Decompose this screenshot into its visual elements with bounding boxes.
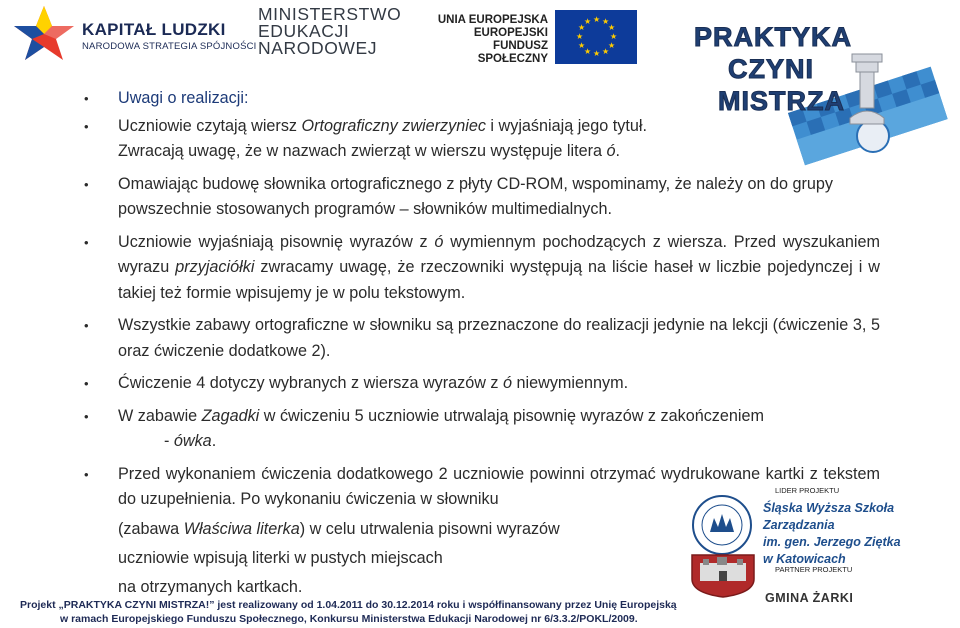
bullet-icon: • <box>84 234 89 250</box>
svg-text:★: ★ <box>608 23 616 32</box>
wsz-seal-icon <box>688 494 756 561</box>
gmina-coat-of-arms-icon <box>688 553 758 603</box>
footer-line-1: Projekt „PRAKTYKA CZYNI MISTRZA!” jest realizowany od 1.04.2011 do 30.12.2014 roku i współfinansowany przez Unię Europejską <box>20 599 677 611</box>
wsz-line-2: im. gen. Jerzego Ziętka <box>763 535 901 549</box>
svg-text:★: ★ <box>602 17 610 26</box>
eu-line-1: UNIA EUROPEJSKA <box>437 14 548 26</box>
bullet-icon: • <box>84 91 89 106</box>
eu-line-3: FUNDUSZ SPOŁECZNY <box>477 40 548 65</box>
poem-title: Ortograficzny zwierzyniec <box>301 116 486 135</box>
wsz-name <box>763 500 960 568</box>
svg-text:★: ★ <box>584 47 592 56</box>
eu-fund-text <box>432 14 548 66</box>
list-item: • Przed wykonaniem ćwiczenia dodatkowego 2 uczniowie powinni otrzymać wydrukowane kartki z tekstem do uzupełnienia. Po wykonaniu ćwiczenia w słowniku (zabawa Właściwa literka) w celu utrwalenia pisowni wyrazów uczniowie wpisują literki w pustych miejscach na otrzymanych kartkach. <box>84 462 880 602</box>
ministerstwo-line-1: MINISTERSTWO <box>258 4 402 24</box>
svg-text:★: ★ <box>602 47 610 56</box>
list-item: • Wszystkie zabawy ortograficzne w słowniku są przeznaczone do realizacji jedynie na lekcji (ćwiczenie 3, 5 oraz ćwiczenie dodatkowe 2). <box>84 313 880 364</box>
kapital-ludzki-star-icon <box>12 4 76 62</box>
czyni-word: CZYNI <box>728 54 814 84</box>
kapital-ludzki-title: KAPITAŁ LUDZKI <box>82 20 226 39</box>
mistrza-word: MISTRZA <box>718 86 845 116</box>
list-item: • W zabawie Zagadki w ćwiczeniu 5 uczniowie utrwalają pisownię wyrazów z zakończeniem - ówka. <box>84 404 880 455</box>
footer-line-2: w ramach Europejskiego Funduszu Społecznego, Konkursu Ministerstwa Edukacji Narodowej nr 6/3.3.2/POKL/2009. <box>60 613 638 625</box>
bullet-icon: • <box>84 408 89 424</box>
svg-text:★: ★ <box>584 17 592 26</box>
bullet-icon: • <box>84 176 89 192</box>
praktyka-word: PRAKTYKA <box>694 22 853 52</box>
eu-flag-icon <box>555 10 637 69</box>
kapital-ludzki-subtitle: NARODOWA STRATEGIA SPÓJNOŚCI <box>82 41 257 52</box>
svg-text:★: ★ <box>608 41 616 50</box>
svg-text:★: ★ <box>576 32 584 41</box>
project-footer <box>20 598 940 626</box>
svg-text:★: ★ <box>610 32 618 41</box>
eu-line-2: EUROPEJSKI <box>473 27 548 39</box>
svg-text:★: ★ <box>578 23 586 32</box>
notes-list <box>84 86 880 602</box>
wsz-line-1: Śląska Wyższa Szkoła Zarządzania <box>763 501 895 532</box>
list-item: • Uczniowie czytają wiersz Ortograficzny zwierzyniec i wyjaśniają jego tytuł. Zwracają uwagę, że w nazwach zwierząt w wierszu występuje litera ó. <box>84 114 880 165</box>
notes-heading: Uwagi o realizacji: <box>118 89 249 107</box>
partner-label: PARTNER PROJEKTU <box>775 565 853 574</box>
ministerstwo-logo <box>258 6 401 57</box>
lider-label: LIDER PROJEKTU <box>775 486 840 495</box>
svg-text:★: ★ <box>593 15 601 24</box>
ministerstwo-line-3: NARODOWEJ <box>258 38 378 58</box>
wsz-line-3: w Katowicach <box>763 552 846 566</box>
bullet-icon: • <box>84 376 89 391</box>
bullet-icon: • <box>84 466 89 482</box>
list-item: • Omawiając budowę słownika ortograficznego z płyty CD-ROM, wspominamy, że należy on do grupy powszechnie stosowanych programów – słowników multimedialnych. <box>84 172 880 223</box>
bullet-icon: • <box>84 118 89 134</box>
gmina-name: GMINA ŻARKI <box>765 591 854 605</box>
list-item: • Uczniowie wyjaśniają pisownię wyrazów z ó wymiennym pochodzących z wiersza. Przed wyszukaniem wyrazu przyjaciółki zwracamy uwagę, że rzeczowniki występują na liście haseł w liczbie pojedynczej i w takiej też formie wpisujemy je w polu tekstowym. <box>84 230 880 307</box>
ministerstwo-line-2: EDUKACJI <box>258 21 350 41</box>
list-item <box>84 86 880 112</box>
svg-text:★: ★ <box>578 41 586 50</box>
bullet-icon: • <box>84 318 89 333</box>
svg-text:★: ★ <box>593 49 601 58</box>
list-item: • Ćwiczenie 4 dotyczy wybranych z wiersza wyrazów z ó niewymiennym. <box>84 371 880 397</box>
